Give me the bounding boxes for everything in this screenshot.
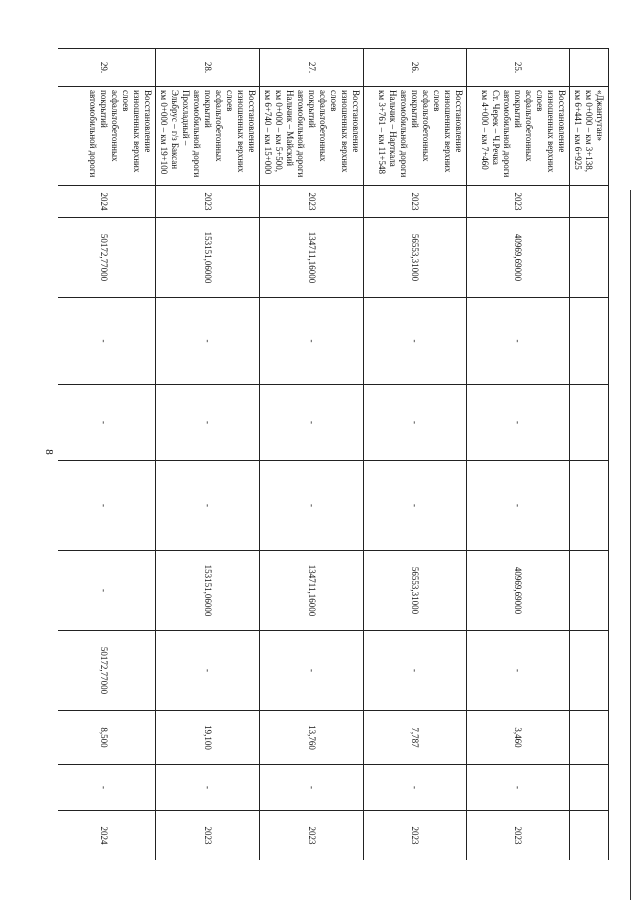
cell-year: 2023 xyxy=(467,186,570,218)
cell-year: 2023 xyxy=(364,186,467,218)
cell-c7: - xyxy=(467,631,570,711)
cell-c6: 56553,31000 xyxy=(364,551,467,631)
program-table xyxy=(58,48,609,860)
cell-c6: - xyxy=(58,551,156,631)
cell-num: 28. xyxy=(156,49,260,87)
cell-c3: - xyxy=(58,298,156,385)
cell-c5: - xyxy=(58,461,156,551)
cell-c3: - xyxy=(364,298,467,385)
cell-total: 153151,06000 xyxy=(156,218,260,298)
cell-length: 7,787 xyxy=(364,711,467,765)
cell-c5: - xyxy=(260,461,364,551)
cell-total: 56553,31000 xyxy=(364,218,467,298)
cell-c7: 50172,77000 xyxy=(58,631,156,711)
cell-c9: - xyxy=(58,765,156,811)
cell-c9: - xyxy=(364,765,467,811)
cell-description: Восстановление изношенных верхних слоев асфальтобетонных покрытий автомобильной дороги Нальчик – Майский км 0+000 – км 5+500, км 6+740 – км 15+000 xyxy=(260,87,364,186)
cell-c7 xyxy=(570,631,609,711)
cell-c4: - xyxy=(467,385,570,461)
margin-rule xyxy=(630,190,631,900)
cell-c3: - xyxy=(467,298,570,385)
cell-c4 xyxy=(570,385,609,461)
cell-year: 2023 xyxy=(156,186,260,218)
cell-c6: 134711,16000 xyxy=(260,551,364,631)
cell-c5 xyxy=(570,461,609,551)
table-row xyxy=(260,49,364,861)
cell-total: 40969,69000 xyxy=(467,218,570,298)
cell-c7: - xyxy=(156,631,260,711)
cell-num xyxy=(570,49,609,87)
page-number: 8 xyxy=(42,449,55,455)
cell-year: 2024 xyxy=(58,186,156,218)
cell-c4: - xyxy=(58,385,156,461)
cell-year xyxy=(570,186,609,218)
cell-end-year: 2023 xyxy=(156,811,260,861)
cell-c7: - xyxy=(260,631,364,711)
cell-length: 13,760 xyxy=(260,711,364,765)
cell-c5: - xyxy=(156,461,260,551)
cell-length: 19,100 xyxy=(156,711,260,765)
cell-c9 xyxy=(570,765,609,811)
document-page xyxy=(58,48,609,860)
cell-total: 134711,16000 xyxy=(260,218,364,298)
cell-total xyxy=(570,218,609,298)
cell-c7: - xyxy=(364,631,467,711)
cell-c5: - xyxy=(467,461,570,551)
cell-end-year: 2023 xyxy=(467,811,570,861)
cell-description: Восстановление изношенных верхних слоев асфальтобетонных покрытий автомобильной дороги xyxy=(58,87,156,186)
cell-c4: - xyxy=(156,385,260,461)
table-row xyxy=(58,49,156,861)
cell-c9: - xyxy=(156,765,260,811)
cell-year: 2023 xyxy=(260,186,364,218)
cell-c6 xyxy=(570,551,609,631)
cell-description: «Джантуган» км 0+000 – км 3+138, км 6+441 – км 6+925 xyxy=(570,87,609,186)
cell-num: 29. xyxy=(58,49,156,87)
cell-c6: 40969,69000 xyxy=(467,551,570,631)
cell-description: Восстановление изношенных верхних слоев асфальтобетонных покрытий автомобильной дороги Нальчик – Нарткала км 3+761 – км 11+548 xyxy=(364,87,467,186)
cell-total: 50172,77000 xyxy=(58,218,156,298)
cell-description: Восстановление изношенных верхних слоев асфальтобетонных покрытий автомобильной дороги Ст. Черек – Ч.Речка км 4+000 – км 7+460 xyxy=(467,87,570,186)
cell-c6: 153151,06000 xyxy=(156,551,260,631)
cell-num: 25. xyxy=(467,49,570,87)
cell-length: 3,460 xyxy=(467,711,570,765)
cell-length: 8,500 xyxy=(58,711,156,765)
cell-length xyxy=(570,711,609,765)
cell-c3: - xyxy=(156,298,260,385)
cell-description: Восстановление изношенных верхних слоев асфальтобетонных покрытий автомобильной дороги Прохладный – Эльбрус – г/з Баксан км 0+000 – км 19+100 xyxy=(156,87,260,186)
table-row xyxy=(467,49,570,861)
cell-c9: - xyxy=(260,765,364,811)
cell-end-year: 2024 xyxy=(58,811,156,861)
cell-end-year: 2023 xyxy=(364,811,467,861)
table-row xyxy=(364,49,467,861)
cell-num: 27. xyxy=(260,49,364,87)
cell-c3: - xyxy=(260,298,364,385)
cell-c4: - xyxy=(260,385,364,461)
cell-c5: - xyxy=(364,461,467,551)
table-row xyxy=(156,49,260,861)
cell-end-year: 2023 xyxy=(260,811,364,861)
cell-end-year xyxy=(570,811,609,861)
cell-c3 xyxy=(570,298,609,385)
cell-c9: - xyxy=(467,765,570,811)
cell-num: 26. xyxy=(364,49,467,87)
cell-c4: - xyxy=(364,385,467,461)
table-row-continued xyxy=(570,49,609,861)
